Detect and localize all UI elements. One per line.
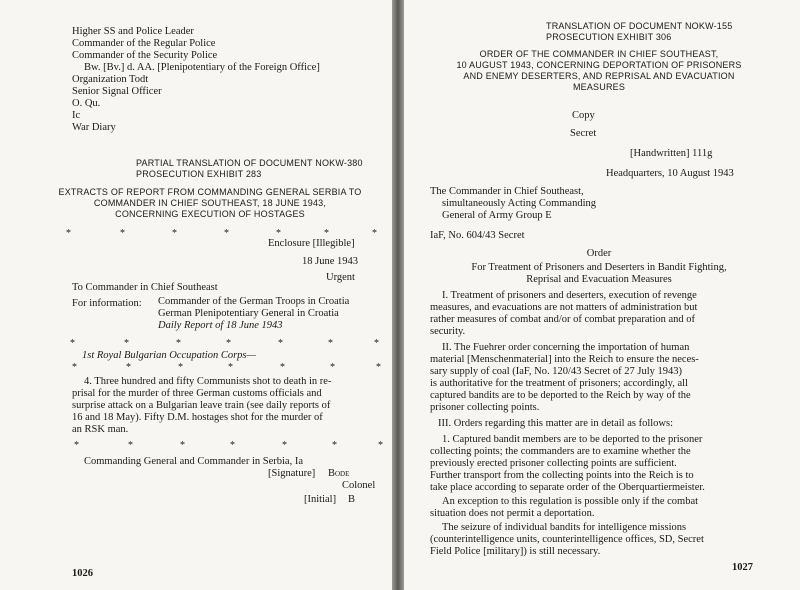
- urgent-label: Urgent: [326, 272, 355, 283]
- document-heading: PARTIAL TRANSLATION OF DOCUMENT NOKW-380: [136, 158, 363, 168]
- body-line: situation does not permit a deportation.: [430, 508, 595, 519]
- omission-stars: * * * * * * *: [66, 228, 377, 239]
- paragraph-line: prisal for the murder of three German customs officials and: [72, 388, 322, 399]
- report-date: 18 June 1943: [302, 256, 358, 267]
- distribution-line: Commander of the Security Police: [72, 50, 218, 61]
- sender-line: simultaneously Acting Commanding: [442, 198, 596, 209]
- info-label: For information:: [72, 298, 142, 309]
- secret-label: Secret: [570, 128, 597, 139]
- distribution-line: Bw. [Bv.] d. AA. [Plenipotentiary of the Foreign Office]: [84, 62, 320, 73]
- enclosure-note: Enclosure [Illegible]: [268, 238, 355, 249]
- page-number: 1027: [732, 562, 753, 573]
- info-recipient: German Plenipotentiary General in Croatia: [158, 308, 339, 319]
- sender-line: General of Army Group E: [442, 210, 552, 221]
- body-line: take place according to separate order of the Oberquartiermeister.: [430, 482, 705, 493]
- headquarters-date: Headquarters, 10 August 1943: [606, 168, 734, 179]
- document-title-line: ORDER OF THE COMMANDER IN CHIEF SOUTHEAST,: [479, 49, 719, 59]
- body-line: prisoner collecting points.: [430, 402, 540, 413]
- order-subtitle: For Treatment of Prisoners and Deserters in Bandit Fighting,: [471, 262, 727, 273]
- body-line: collecting points; the commanders are to examine whether the: [430, 446, 691, 457]
- body-line: I. Treatment of prisoners and deserters, execution of revenge: [442, 290, 697, 301]
- exhibit-heading: PROSECUTION EXHIBIT 283: [136, 169, 262, 179]
- distribution-line: Senior Signal Officer: [72, 86, 162, 97]
- paragraph-line: surprise attack on a Bulgarian leave train (see daily reports of: [72, 400, 331, 411]
- body-line: (counterintelligence units, counterintelligence offices, SD, Secret: [430, 534, 704, 545]
- omission-stars: * * * * * * *: [74, 440, 383, 451]
- paragraph-line: 4. Three hundred and fifty Communists shot to death in re-: [84, 376, 332, 387]
- reference-number: IaF, No. 604/43 Secret: [430, 230, 525, 241]
- info-recipient: Commander of the German Troops in Croatia: [158, 296, 350, 307]
- body-line: Field Police [military]) is still necessary.: [430, 546, 601, 557]
- distribution-line: Organization Todt: [72, 74, 149, 85]
- signature-name: Bode: [328, 468, 350, 479]
- document-title-line: MEASURES: [572, 82, 626, 92]
- distribution-line: O. Qu.: [72, 98, 101, 109]
- initial-label: [Initial]: [304, 494, 337, 505]
- body-line: previously erected prisoner collecting points are sufficient.: [430, 458, 677, 469]
- page-number: 1026: [72, 568, 93, 579]
- body-line: captured bandits are to be deported to the Reich by way of the: [430, 390, 691, 401]
- left-page: [0, 0, 392, 590]
- exhibit-heading: PROSECUTION EXHIBIT 306: [546, 32, 672, 42]
- document-heading: TRANSLATION OF DOCUMENT NOKW-155: [546, 21, 733, 31]
- order-heading: Order: [586, 248, 612, 259]
- body-line: is authoritative for the treatment of prisoners; accordingly, all: [430, 378, 688, 389]
- copy-label: Copy: [572, 110, 595, 121]
- corps-heading: 1st Royal Bulgarian Occupation Corps—: [82, 350, 256, 361]
- document-title-line: AND ENEMY DESERTERS, AND REPRISAL AND EVACUATION: [463, 71, 735, 81]
- distribution-line: Commander of the Regular Police: [72, 38, 216, 49]
- document-title-line: COMMANDER IN CHIEF SOUTHEAST, 18 JUNE 1943,: [93, 198, 327, 208]
- body-line: III. Orders regarding this matter are in detail as follows:: [438, 418, 674, 429]
- signature-label: [Signature]: [268, 468, 316, 479]
- omission-stars: * * * * * * *: [70, 338, 379, 349]
- rank-label: Colonel: [342, 480, 376, 491]
- document-title-line: 10 AUGUST 1943, CONCERNING DEPORTATION OF PRISONERS: [456, 60, 742, 70]
- body-line: Further transport from the collecting points into the Reich is to: [430, 470, 694, 481]
- paragraph-line: 16 and 18 May). Fifty D.M. hostages shot for the murder of: [72, 412, 323, 423]
- distribution-line: Higher SS and Police Leader: [72, 26, 194, 37]
- handwritten-note: [Handwritten] 111g: [630, 148, 713, 159]
- initial-value: B: [348, 494, 356, 505]
- body-line: An exception to this regulation is possible only if the combat: [442, 496, 699, 507]
- body-line: material [Menschenmaterial] into the Reich to ensure the neces-: [430, 354, 699, 365]
- body-line: measures, and evacuations are not matters of administration but: [430, 302, 698, 313]
- addressee: To Commander in Chief Southeast: [72, 282, 218, 293]
- body-line: II. The Fuehrer order concerning the importation of human: [442, 342, 690, 353]
- paragraph-line: an RSK man.: [72, 424, 129, 435]
- distribution-line: Ic: [72, 110, 81, 121]
- distribution-line: War Diary: [72, 122, 116, 133]
- order-subtitle: Reprisal and Evacuation Measures: [526, 274, 672, 285]
- document-title-line: CONCERNING EXECUTION OF HOSTAGES: [115, 209, 305, 219]
- body-line: 1. Captured bandit members are to be deported to the prisoner: [442, 434, 703, 445]
- right-page: [404, 0, 800, 590]
- body-line: rather measures of combat and/or of combat preparation and of: [430, 314, 696, 325]
- omission-stars: * * * * * * *: [72, 362, 381, 373]
- body-line: security.: [430, 326, 466, 337]
- body-line: The seizure of individual bandits for intelligence missions: [442, 522, 687, 533]
- sender-line: The Commander in Chief Southeast,: [430, 186, 584, 197]
- signatory-title: Commanding General and Commander in Serbia, Ia: [84, 456, 303, 467]
- document-title-line: EXTRACTS OF REPORT FROM COMMANDING GENERAL SERBIA TO: [58, 187, 362, 197]
- daily-report-title: Daily Report of 18 June 1943: [158, 320, 283, 331]
- body-line: sary supply of coal (IaF, No. 120/43 Secret of 27 July 1943): [430, 366, 682, 377]
